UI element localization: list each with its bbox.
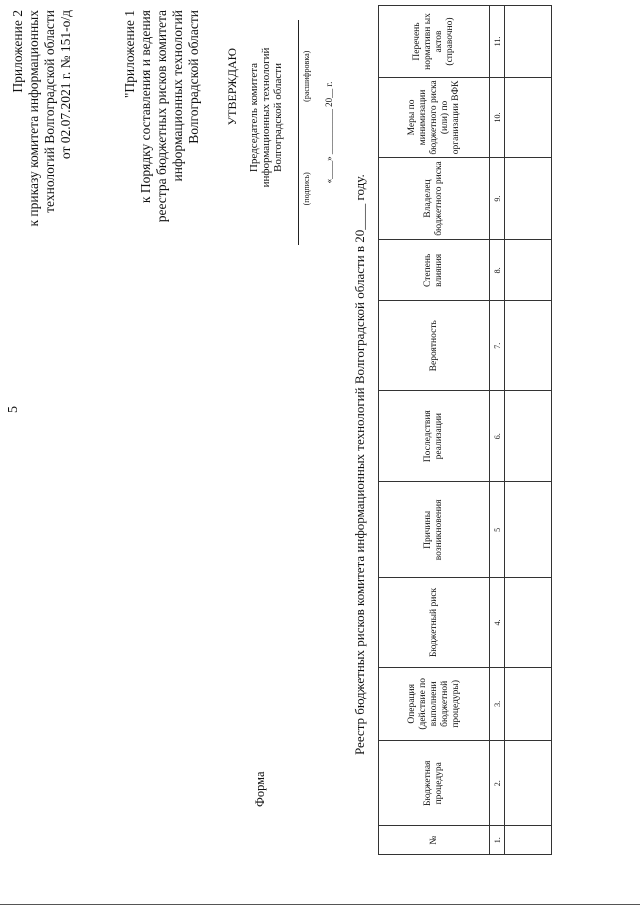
risk-register-table — [378, 5, 552, 855]
col-header: Степень влияния — [379, 240, 490, 301]
appendix-1-line: Волгоградской области — [186, 10, 201, 144]
empty-cell — [505, 578, 552, 667]
col-number: 2. — [490, 741, 505, 826]
empty-cell — [505, 6, 552, 78]
col-header: Бюджетная процедура — [379, 741, 490, 826]
col-header: Операция (действие по выполнени бюджетной процедуры) — [379, 667, 490, 741]
approval-title-line: Волгоградской области — [272, 63, 284, 172]
col-number: 7. — [490, 301, 505, 391]
col-number: 6. — [490, 391, 505, 482]
col-header: Перечень нормативн ых актов (справочно) — [379, 6, 490, 78]
empty-cell — [505, 482, 552, 578]
signature-line — [298, 20, 313, 245]
approval-block — [226, 20, 335, 245]
empty-cell — [505, 157, 552, 239]
appendix-2-line: от 02.07.2021 г. № 151-о/д — [58, 10, 73, 160]
col-header: Бюджетный риск — [379, 578, 490, 667]
register-title: Реестр бюджетных рисков комитета информационных технологий Волгоградской области в 20____ году. — [352, 174, 367, 755]
col-number: 10. — [490, 78, 505, 158]
empty-cell — [505, 667, 552, 741]
approval-date: «____» __________ 20__ г. — [324, 81, 334, 184]
col-header: Последствия реализации — [379, 391, 490, 482]
col-number: 5 — [490, 482, 505, 578]
approval-heading: УТВЕРЖДАЮ — [225, 48, 239, 126]
appendix-1-line: к Порядку составления и ведения — [138, 10, 153, 204]
col-header: Вероятность — [379, 301, 490, 391]
empty-cell — [505, 301, 552, 391]
column-number-row — [490, 6, 505, 855]
col-number: 3. — [490, 667, 505, 741]
page-edge-line — [0, 901, 640, 905]
empty-cell — [505, 391, 552, 482]
appendix-1-block — [122, 10, 202, 430]
empty-cell — [505, 741, 552, 826]
page-number: 5 — [6, 406, 21, 413]
empty-data-row — [505, 6, 552, 855]
col-number: 4. — [490, 578, 505, 667]
appendix-1-line: "Приложение 1 — [122, 10, 137, 99]
appendix-1-line: информационных технологий — [170, 10, 185, 182]
empty-cell — [505, 78, 552, 158]
col-number: 9. — [490, 157, 505, 239]
appendix-2-line: к приказу комитета информационных — [26, 10, 41, 227]
col-header: Владелец бюджетного риска — [379, 157, 490, 239]
col-number: 11. — [490, 6, 505, 78]
appendix-2-line: Приложение 2 — [10, 10, 25, 93]
appendix-2-line: технологий Волгоградской области — [42, 10, 57, 213]
col-header: Причины возникновения — [379, 482, 490, 578]
decode-label: (расшифровка) — [302, 50, 311, 102]
table-header-row — [379, 6, 490, 855]
form-label: Форма — [253, 771, 267, 807]
empty-cell — [505, 240, 552, 301]
appendix-1-line: реестра бюджетных рисков комитета — [154, 10, 169, 223]
approval-title-line: Председатель комитета — [248, 62, 260, 173]
signature-label: (подпись) — [302, 172, 311, 206]
empty-cell — [505, 826, 552, 855]
col-number: 1. — [490, 826, 505, 855]
appendix-2-block — [10, 10, 74, 430]
approval-title-line: информационных технологий — [260, 47, 272, 188]
col-header: Меры по минимизации бюджетного риска (или) по организации ВФК — [379, 78, 490, 158]
col-header: № — [379, 826, 490, 855]
col-number: 8. — [490, 240, 505, 301]
